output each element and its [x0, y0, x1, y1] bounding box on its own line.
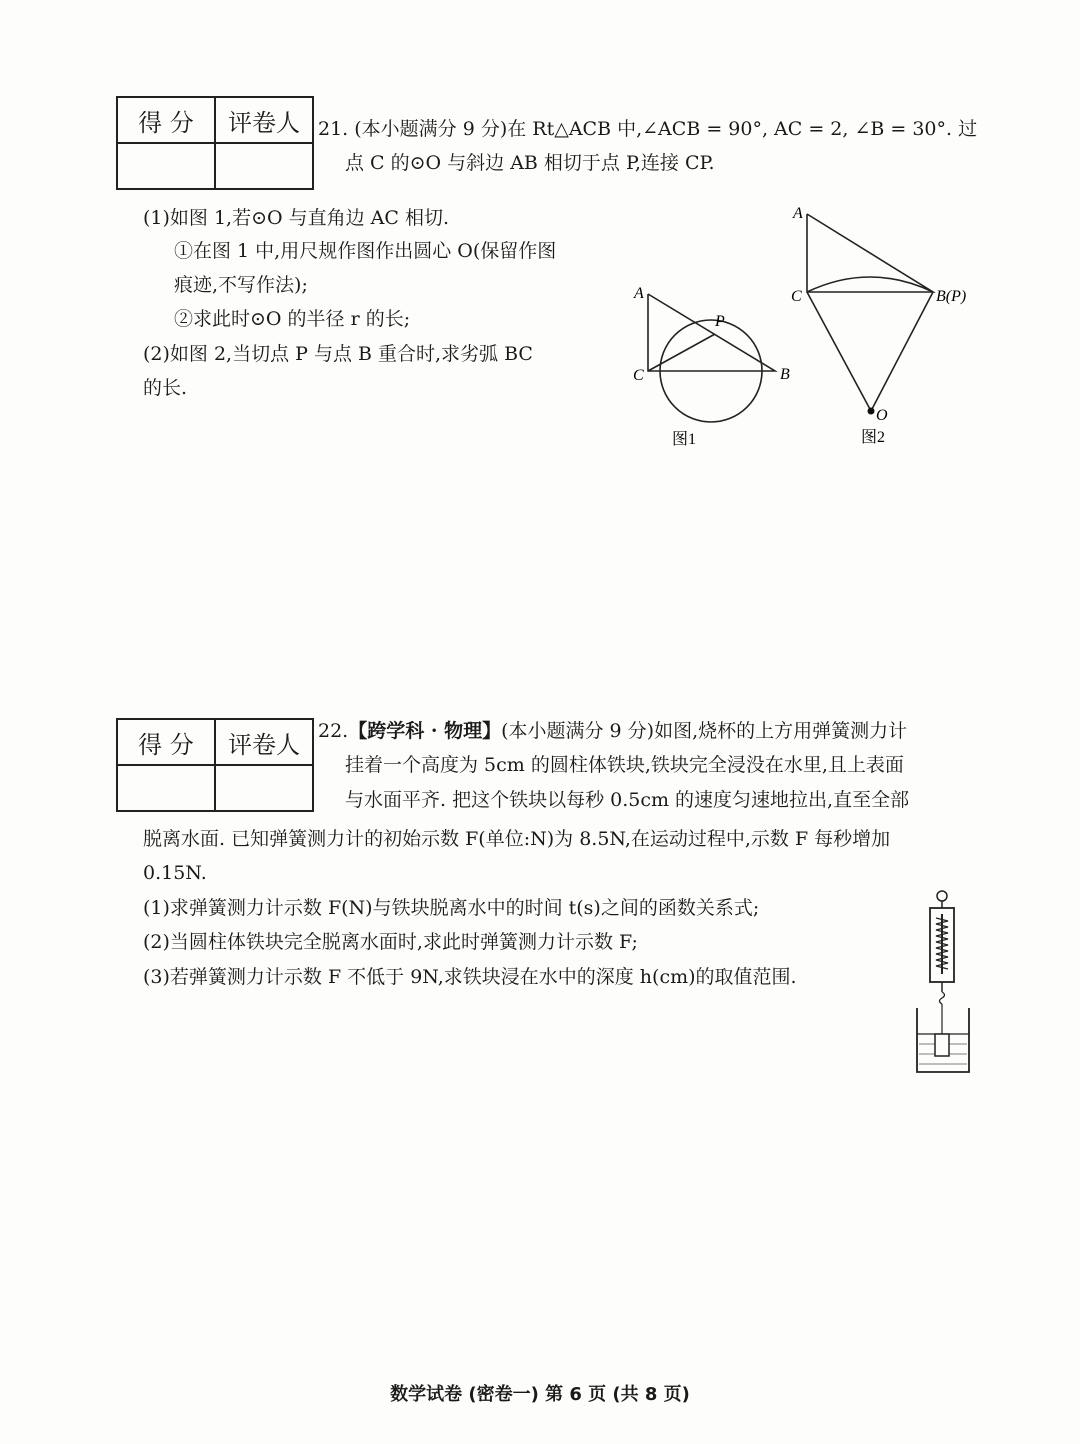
q22-part1: (1)求弹簧测力计示数 F(N)与铁块脱离水中的时间 t(s)之间的函数关系式;: [143, 897, 760, 919]
spring-coil: [936, 918, 948, 969]
label-b-fig2: B(P): [936, 288, 967, 305]
score-box-q21: [116, 96, 314, 190]
fig2-caption: 图2: [861, 429, 886, 446]
segment-co-fig2: [807, 292, 871, 411]
score-cell: [117, 143, 215, 189]
q21-part2-line2: 的长.: [143, 377, 188, 399]
segment-cp-fig1: [648, 334, 715, 371]
q22-tag: 【跨学科 · 物理】: [348, 720, 502, 742]
arc-bc-fig2: [807, 277, 933, 292]
q22-part2: (2)当圆柱体铁块完全脱离水面时,求此时弹簧测力计示数 F;: [143, 931, 638, 953]
spring-scale-beaker-figure: [905, 888, 980, 1078]
q21-part1a-line2: 痕迹,不写作法);: [174, 274, 308, 296]
q22-line2: 挂着一个高度为 5cm 的圆柱体铁块,铁块完全浸没在水里,且上表面: [345, 754, 904, 776]
q22-line1: [318, 714, 907, 748]
label-b-fig1: B: [780, 366, 790, 383]
q21-part1: (1)如图 1,若⊙O 与直角边 AC 相切.: [143, 207, 449, 229]
page-footer: 数学试卷 (密卷一) 第 6 页 (共 8 页): [390, 1384, 690, 1405]
figure-1: [620, 280, 800, 455]
q22-line4: 脱离水面. 已知弹簧测力计的初始示数 F(单位:N)为 8.5N,在运动过程中,示数 F 每秒增加: [143, 828, 891, 850]
score-cell: [117, 765, 215, 811]
grader-cell: [215, 143, 313, 189]
score-box-q22: [116, 718, 314, 812]
q21-part1a-line1: ①在图 1 中,用尺规作图作出圆心 O(保留作图: [174, 240, 557, 262]
q22-part3: (3)若弹簧测力计示数 F 不低于 9N,求铁块浸在水中的深度 h(cm)的取值范围.: [143, 966, 797, 988]
q22-number: 22.: [318, 720, 349, 742]
fig1-caption: 图1: [672, 431, 697, 448]
grader-label: 评卷人: [215, 719, 313, 765]
hook-icon: [940, 992, 945, 1004]
segment-bo-fig2: [871, 292, 933, 411]
q21-stem-line2: 点 C 的⊙O 与斜边 AB 相切于点 P,连接 CP.: [345, 152, 715, 174]
label-p-fig1: P: [715, 313, 725, 330]
score-label: 得 分: [117, 97, 215, 143]
q21-part1b: ②求此时⊙O 的半径 r 的长;: [174, 308, 411, 330]
triangle-acb-fig1: [648, 294, 775, 371]
hook-ring-icon: [937, 891, 947, 901]
q22-line5: 0.15N.: [143, 862, 207, 884]
q21-part2-line1: (2)如图 2,当切点 P 与点 B 重合时,求劣弧 BC: [143, 343, 533, 365]
figure-2: [785, 200, 985, 450]
q21-stem-line1: 21. (本小题满分 9 分)在 Rt△ACB 中,∠ACB = 90°, AC = 2, ∠B = 30°. 过: [318, 118, 978, 140]
q22-line3: 与水面平齐. 把这个铁块以每秒 0.5cm 的速度匀速地拉出,直至全部: [345, 789, 910, 811]
label-c-fig1: C: [633, 367, 644, 384]
score-label: 得 分: [117, 719, 215, 765]
label-a-fig2: A: [793, 205, 803, 222]
grader-label: 评卷人: [215, 97, 313, 143]
label-o-fig2: O: [876, 407, 888, 424]
label-a-fig1: A: [634, 285, 644, 302]
point-o-fig2: [868, 408, 875, 415]
q22-line1-rest: (本小题满分 9 分)如图,烧杯的上方用弹簧测力计: [501, 720, 908, 742]
triangle-acb-fig2: [807, 214, 933, 292]
grader-cell: [215, 765, 313, 811]
label-c-fig2: C: [791, 288, 802, 305]
iron-cylinder: [935, 1034, 949, 1056]
